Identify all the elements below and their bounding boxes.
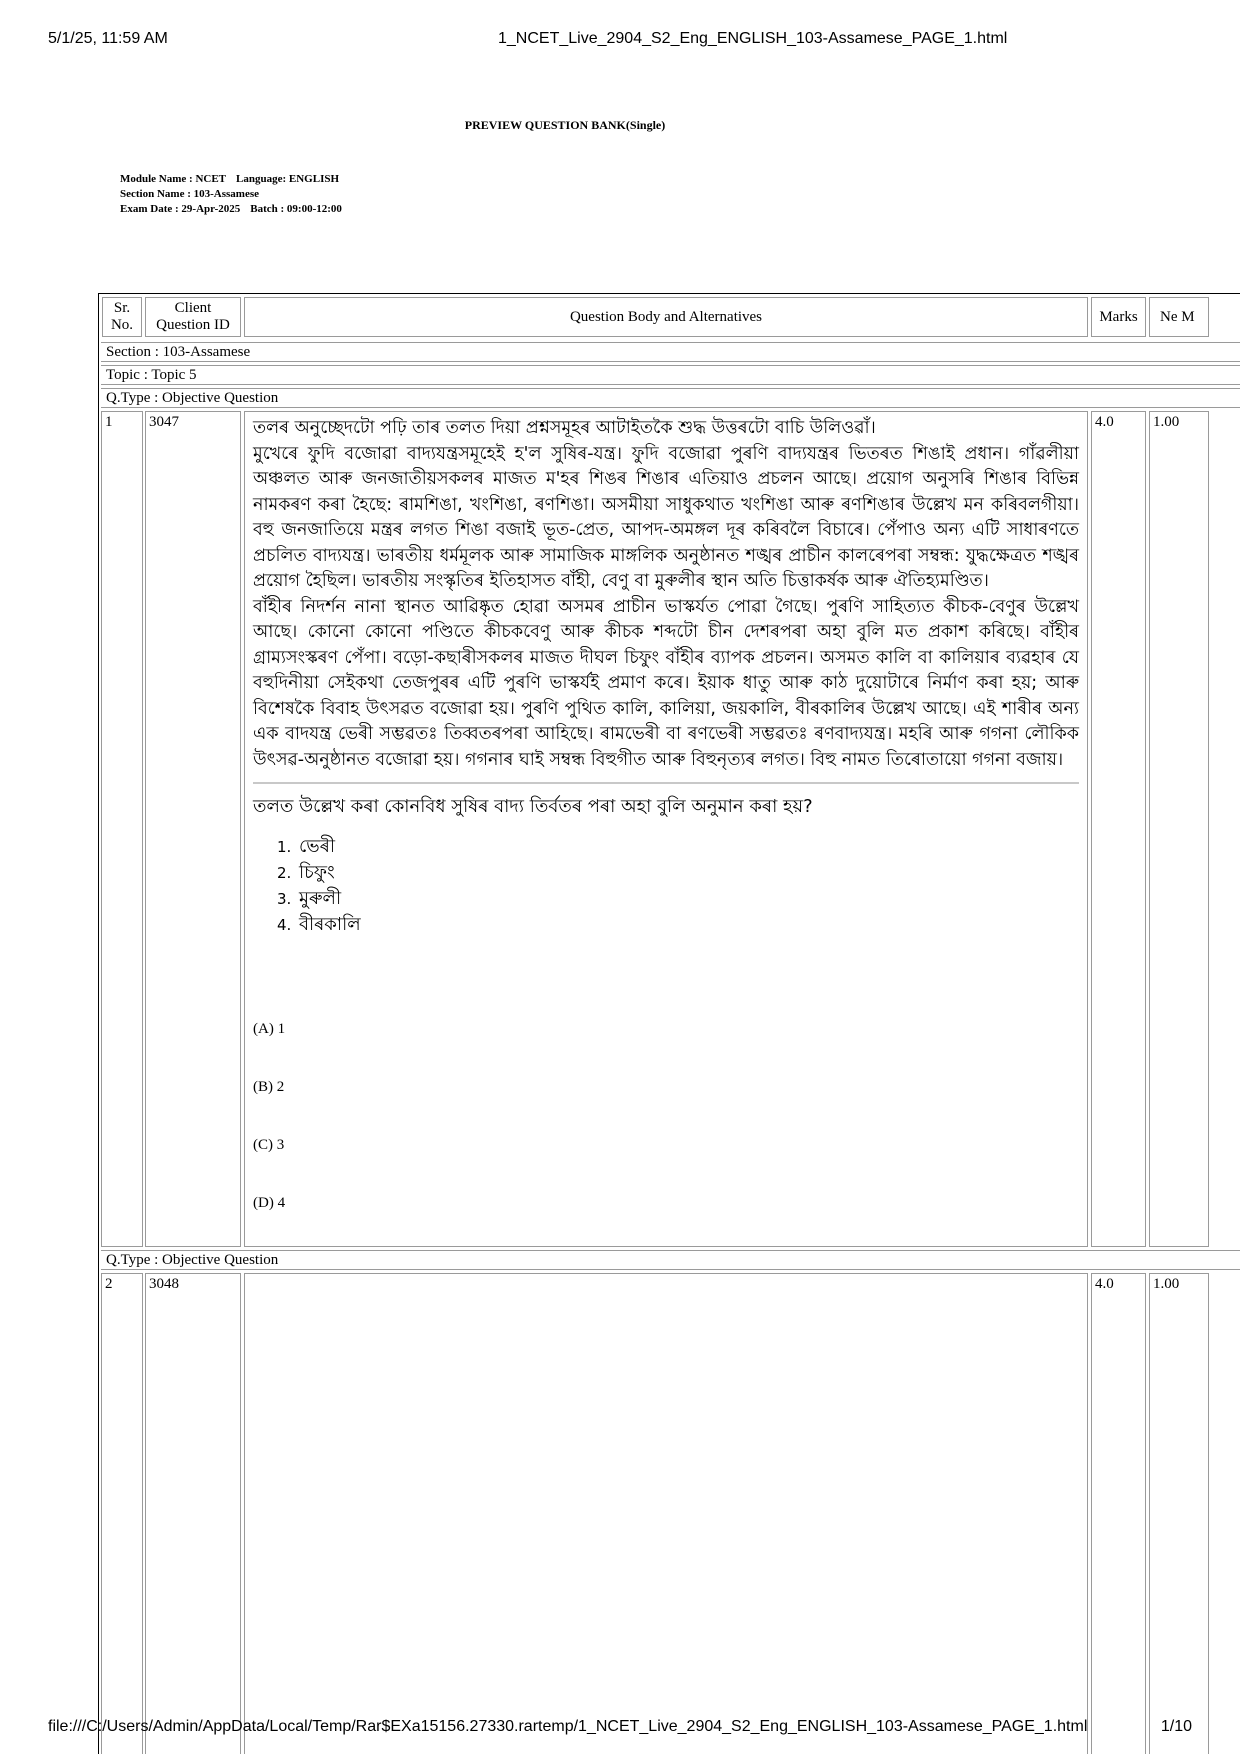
- list-item: 4. বীৰকালি: [277, 914, 361, 935]
- q1-question-body: [244, 411, 1088, 1247]
- q1-divider: [253, 782, 1079, 784]
- section-row: Section : 103-Assamese: [101, 342, 1240, 362]
- language: Language: ENGLISH: [236, 173, 340, 185]
- q2-negative-marks: 1.00: [1149, 1273, 1209, 1754]
- print-file-title: 1_NCET_Live_2904_S2_Eng_ENGLISH_103-Assamese_PAGE_1.html: [498, 30, 1008, 47]
- q1-option-b: (B) 2: [253, 1079, 285, 1095]
- list-item: 2. চিফুং: [277, 862, 335, 883]
- topic-row: Topic : Topic 5: [101, 365, 1240, 385]
- header-marks: Marks: [1091, 297, 1146, 337]
- header-sr-no: Sr. No.: [102, 297, 142, 337]
- qtype-row: Q.Type : Objective Question: [101, 1250, 1240, 1270]
- q2-marks: 4.0: [1091, 1273, 1146, 1754]
- print-footer: [48, 1718, 1192, 1740]
- q1-option-a: (A) 1: [253, 1021, 286, 1037]
- print-header: [48, 30, 1192, 52]
- q1-statement-list: [253, 834, 1079, 938]
- q1-client-id: 3047: [145, 411, 241, 1247]
- q1-question-text: তলত উল্লেখ কৰা কোনবিধ সুষিৰ বাদ্য তিৰ্বতৰ পৰা অহা বুলি অনুমান কৰা হয়?: [253, 796, 813, 817]
- q1-sr-no: 1: [101, 411, 143, 1247]
- section-name: Section Name : 103-Assamese: [120, 188, 259, 200]
- q1-negative-marks: 1.00: [1149, 411, 1209, 1247]
- q2-sr-no: 2: [101, 1273, 143, 1754]
- print-datetime: 5/1/25, 11:59 AM: [48, 30, 168, 47]
- q1-passage-paragraph-1: মুখেৰে ফুদি বজোৱা বাদ্যযন্ত্ৰসমূহেই হ'ল সুষিৰ-যন্ত্ৰ। ফুদি বজোৱা পুৰণি বাদ্যযন্ত্ৰৰ ভিতৰত শিঙাই প্ৰধান। গাঁৱলীয়া অঞ্চলত আৰু জনজাতীয়সকলৰ মাজত ম'হৰ শিঙৰ শিঙাৰ এতিয়াও প্ৰচলন আছে। প্ৰয়োগ অনুসৰি শিঙাৰ বিভিন্ন নামকৰণ কৰা হৈছে: ৰামশিঙা, খংশিঙা, ৰণশিঙা। অসমীয়া সাধুকথাত খংশিঙা আৰু ৰণশিঙাৰ উল্লেখ মন কৰিবলগীয়া। বহু জনজাতিয়ে মন্ত্ৰৰ লগত শিঙা বজাই ভূত-প্ৰেত, আপদ-অমঙ্গল দূৰ কৰিবলৈ বিচাৰে। পেঁপাও অন্য এটি সাধাৰণতে প্ৰচলিত বাদ্যযন্ত্ৰ। ভাৰতীয় ধৰ্মমূলক আৰু সামাজিক মাঙ্গলিক অনুষ্ঠানত শঙ্খৰ প্ৰাচীন কালৰেপৰা সম্বন্ধ: যুদ্ধক্ষেত্ৰত শঙ্খৰ প্ৰয়োগ হৈছিল। ভাৰতীয় সংস্কৃতিৰ ইতিহাসত বাঁহী, বেণু বা মুৰুলীৰ স্থান অতি চিত্তাকৰ্ষক আৰু ঐতিহ্যমণ্ডিত।: [253, 443, 1079, 591]
- list-item: 3. মুৰুলী: [277, 888, 342, 909]
- qtype-row: Q.Type : Objective Question: [101, 388, 1240, 408]
- q1-option-d: (D) 4: [253, 1195, 286, 1211]
- print-file-path: file:///C:/Users/Admin/AppData/Local/Temp/Rar$EXa15156.27330.rartemp/1_NCET_Live_2904_S2_Eng_ENGLISH_103-Assamese_PAGE_1.html: [48, 1718, 1088, 1735]
- batch: Batch : 09:00-12:00: [250, 203, 342, 215]
- q1-option-c: (C) 3: [253, 1137, 285, 1153]
- q1-passage-paragraph-2: বাঁহীৰ নিদৰ্শন নানা স্থানত আৱিষ্কৃত হোৱা অসমৰ প্ৰাচীন ভাস্কৰ্যত পোৱা গৈছে। পুৰণি সাহিত্যত কীচক-বেণুৰ উল্লেখ আছে। কোনো কোনো পণ্ডিতে কীচকবেণু আৰু কীচক শব্দটো চীন দেশৰপৰা অহা বুলি মত প্ৰকাশ কৰিছে। বাঁহীৰ গ্ৰাম্যসংস্কৰণ পেঁপা। বড়ো-কছাৰীসকলৰ মাজত দীঘল চিফুং বাঁহীৰ ব্যাপক প্ৰচলন। অসমত কালি বা কালিয়াৰ ব্যৱহাৰ যে বহুদিনীয়া সেইকথা তেজপুৰৰ এটি পুৰণি ভাস্কৰ্যই প্ৰমাণ কৰে। ইয়াক ধাতু আৰু কাঠ দুয়োটাৰে নিৰ্মাণ কৰা হয়; আৰু বিশেষকৈ বিবাহ উৎসৱত বজোৱা হয়। পুৰণি পুথিত কালি, কালিয়া, জয়কালি, বীৰকালিৰ উল্লেখ আছে। এই শাৰীৰ অন্য এক বাদযন্ত্ৰ ভেৰী সম্ভৱতঃ তিব্বতৰপৰা আহিছে। ৰামভেৰী বা ৰণভেৰী সম্ভৱতঃ ৰণবাদ্যযন্ত্ৰ। মহৰি আৰু গগনা লৌকিক উৎসৱ-অনুষ্ঠানত বজোৱা হয়। গগনাৰ ঘাই সম্বন্ধ বিহুগীত আৰু বিহুনৃত্যৰ লগত। বিহু নামত তিৰোতায়ো গগনা বজায়।: [253, 596, 1079, 770]
- document-title: PREVIEW QUESTION BANK(Single): [464, 118, 666, 132]
- list-item: 1. ভেৰী: [277, 836, 335, 857]
- q2-client-id: 3048: [145, 1273, 241, 1754]
- exam-metadata: [120, 172, 342, 217]
- q2-question-body: [244, 1273, 1088, 1754]
- exam-date: Exam Date : 29-Apr-2025: [120, 203, 241, 215]
- module-name: Module Name : NCET: [120, 173, 227, 185]
- header-question-body: Question Body and Alternatives: [244, 297, 1088, 337]
- q1-instruction: তলৰ অনুচ্ছেদটো পঢ়ি তাৰ তলত দিয়া প্ৰশ্নসমূহৰ আটাইতকৈ শুদ্ধ উত্তৰটো বাচি উলিওৱাঁ।: [253, 418, 876, 438]
- header-client-question-id: Client Question ID: [145, 297, 241, 337]
- question-table: [98, 293, 1240, 1754]
- header-negative-marks: Ne M: [1149, 297, 1209, 337]
- print-page-number: 1/10: [1160, 1718, 1192, 1735]
- q1-marks: 4.0: [1091, 411, 1146, 1247]
